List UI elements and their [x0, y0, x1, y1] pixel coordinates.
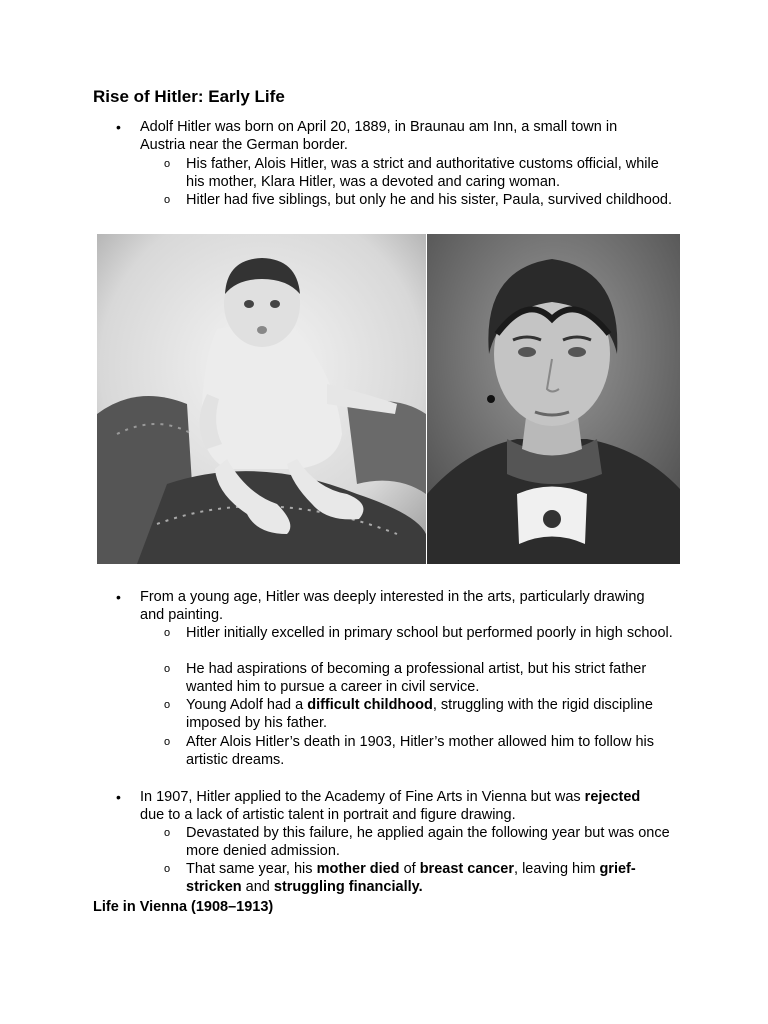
sub-bullet-text: Young Adolf had a: [186, 697, 308, 713]
emphasis-text: mother died: [316, 861, 400, 877]
bullet-text: From a young age, Hitler was deeply interested in the arts, particularly drawing and painting.: [140, 589, 645, 624]
sub-list-item: [164, 860, 676, 897]
emphasis-text: struggling financially.: [273, 879, 423, 896]
sub-bullet-text: Hitler had five siblings, but only he and his sister, Paula, survived childhood.: [186, 192, 673, 208]
woman-portrait-photo: [427, 234, 680, 564]
list-item: [116, 788, 660, 825]
emphasis-text: breast cancer: [419, 861, 515, 877]
list-item: [116, 588, 660, 625]
sub-bullet-text: That same year, his: [186, 861, 317, 877]
sub-bullet-marker: o: [164, 627, 171, 639]
bullet-text: Adolf Hitler was born on April 20, 1889, in Braunau am Inn, a small town in Austria near the German border.: [140, 119, 618, 154]
sub-list-item: [164, 155, 676, 192]
sub-bullet-marker: o: [164, 699, 171, 711]
bullet-marker: •: [116, 589, 121, 605]
sub-list-item: [164, 660, 676, 697]
sub-bullet-marker: o: [164, 827, 171, 839]
sub-bullet-marker: o: [164, 158, 171, 170]
sub-list-item: [164, 824, 676, 861]
sub-list-item: [164, 624, 676, 642]
sub-bullet-text: Hitler initially excelled in primary school but performed poorly in high school.: [186, 625, 673, 641]
sub-bullet-text: of: [399, 861, 420, 877]
bullet-text: In 1907, Hitler applied to the Academy of Fine Arts in Vienna but was: [140, 789, 585, 805]
bullet-text: due to a lack of artistic talent in portrait and figure drawing.: [140, 807, 516, 824]
page-title: Rise of Hitler: Early Life: [93, 87, 285, 106]
sub-bullet-marker: o: [164, 736, 171, 748]
sub-bullet-text: , struggling with the rigid discipline imposed by his father.: [186, 697, 653, 732]
sub-bullet-text: , leaving him: [514, 861, 600, 877]
emphasis-text: rejected: [584, 789, 641, 805]
sub-list-item: [164, 696, 676, 733]
sub-bullet-text: He had aspirations of becoming a professional artist, but his strict father wanted him to pursue a career in civil service.: [186, 661, 647, 696]
list-item: [116, 118, 660, 155]
section-heading: Life in Vienna (1908–1913): [93, 899, 274, 915]
baby-photo: [97, 234, 426, 564]
sub-bullet-text: Devastated by this failure, he applied again the following year but was once more denied admission.: [186, 825, 670, 860]
emphasis-text: difficult childhood: [307, 697, 433, 713]
emphasis-text: grief-stricken: [186, 861, 636, 896]
sub-bullet-text: After Alois Hitler’s death in 1903, Hitler’s mother allowed him to follow his artistic dreams.: [186, 734, 654, 769]
sub-bullet-marker: o: [164, 194, 171, 206]
sub-bullet-marker: o: [164, 663, 171, 675]
sub-bullet-text: His father, Alois Hitler, was a strict and authoritative customs official, while his mother, Klara Hitler, was a devoted and caring woman.: [186, 156, 659, 191]
sub-bullet-text: and: [241, 879, 274, 896]
bullet-marker: •: [116, 119, 121, 135]
bullet-marker: •: [116, 789, 121, 805]
sub-list-item: [164, 733, 676, 770]
sub-bullet-marker: o: [164, 863, 171, 875]
sub-list-item: [164, 191, 676, 209]
